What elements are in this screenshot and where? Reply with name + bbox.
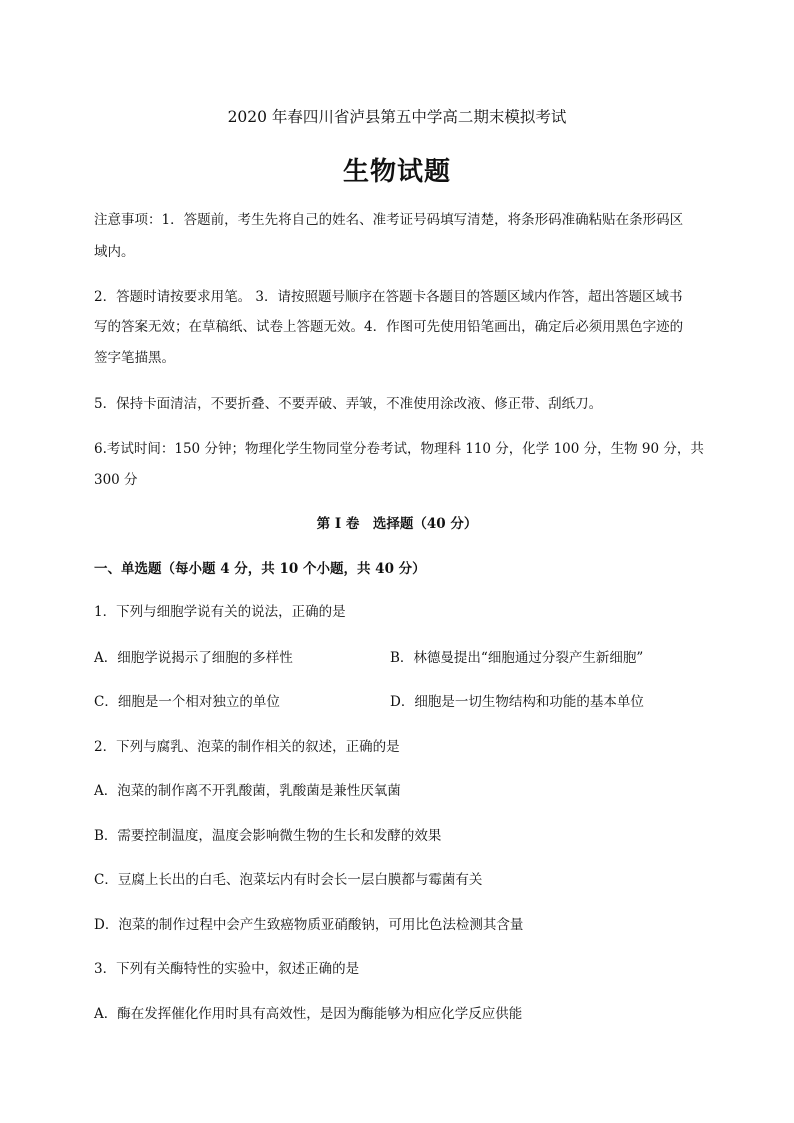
option-c: C．豆腐上长出的白毛、泡菜坛内有时会长一层白膜都与霉菌有关 [94, 872, 483, 888]
section-title: 第 I 卷 选择题（40 分） [316, 516, 478, 532]
option-a: A．酶在发挥催化作用时具有高效性，是因为酶能够为相应化学反应供能 [94, 1006, 523, 1022]
note-line: 写的答案无效；在草稿纸、试卷上答题无效。4．作图可先使用铅笔画出，确定后必须用黑色字迹的 [94, 319, 684, 335]
note-line: 2．答题时请按要求用笔。 3．请按照题号顺序在答题卡各题目的答题区域内作答，超出答题区域书 [94, 289, 683, 305]
question-stem: 1．下列与细胞学说有关的说法，正确的是 [94, 604, 346, 620]
subject-title: 生物试题 [342, 157, 451, 187]
option-a: A．泡菜的制作离不开乳酸菌，乳酸菌是兼性厌氧菌 [94, 783, 401, 799]
note-line: 签字笔描黑。 [94, 350, 175, 366]
note-line: 300 分 [94, 472, 138, 488]
note-line: 5．保持卡面清洁，不要折叠、不要弄破、弄皱，不准使用涂改液、修正带、刮纸刀。 [94, 396, 603, 412]
option-b: B．林德曼提出“细胞通过分裂产生新细胞” [390, 650, 644, 666]
note-line: 注意事项：1．答题前，考生先将自己的姓名、准考证号码填写清楚，将条形码准确粘贴在条形码区 [94, 212, 684, 228]
question-stem: 3．下列有关酶特性的实验中，叙述正确的是 [94, 961, 360, 977]
part-heading: 一、单选题（每小题 4 分，共 10 个小题，共 40 分） [94, 561, 426, 577]
option-d: D．细胞是一切生物结构和功能的基本单位 [390, 694, 644, 710]
note-line: 域内。 [94, 244, 135, 260]
option-b: B．需要控制温度，温度会影响微生物的生长和发酵的效果 [94, 828, 442, 844]
option-c: C．细胞是一个相对独立的单位 [94, 694, 280, 710]
option-d: D．泡菜的制作过程中会产生致癌物质亚硝酸钠，可用比色法检测其含量 [94, 917, 524, 933]
note-line: 6.考试时间：150 分钟；物理化学生物同堂分卷考试，物理科 110 分，化学 100 分，生物 90 分，共 [94, 441, 704, 457]
question-stem: 2．下列与腐乳、泡菜的制作相关的叙述，正确的是 [94, 739, 400, 755]
exam-title: 2020 年春四川省泸县第五中学高二期末模拟考试 [227, 108, 567, 126]
option-a: A．细胞学说揭示了细胞的多样性 [94, 650, 293, 666]
